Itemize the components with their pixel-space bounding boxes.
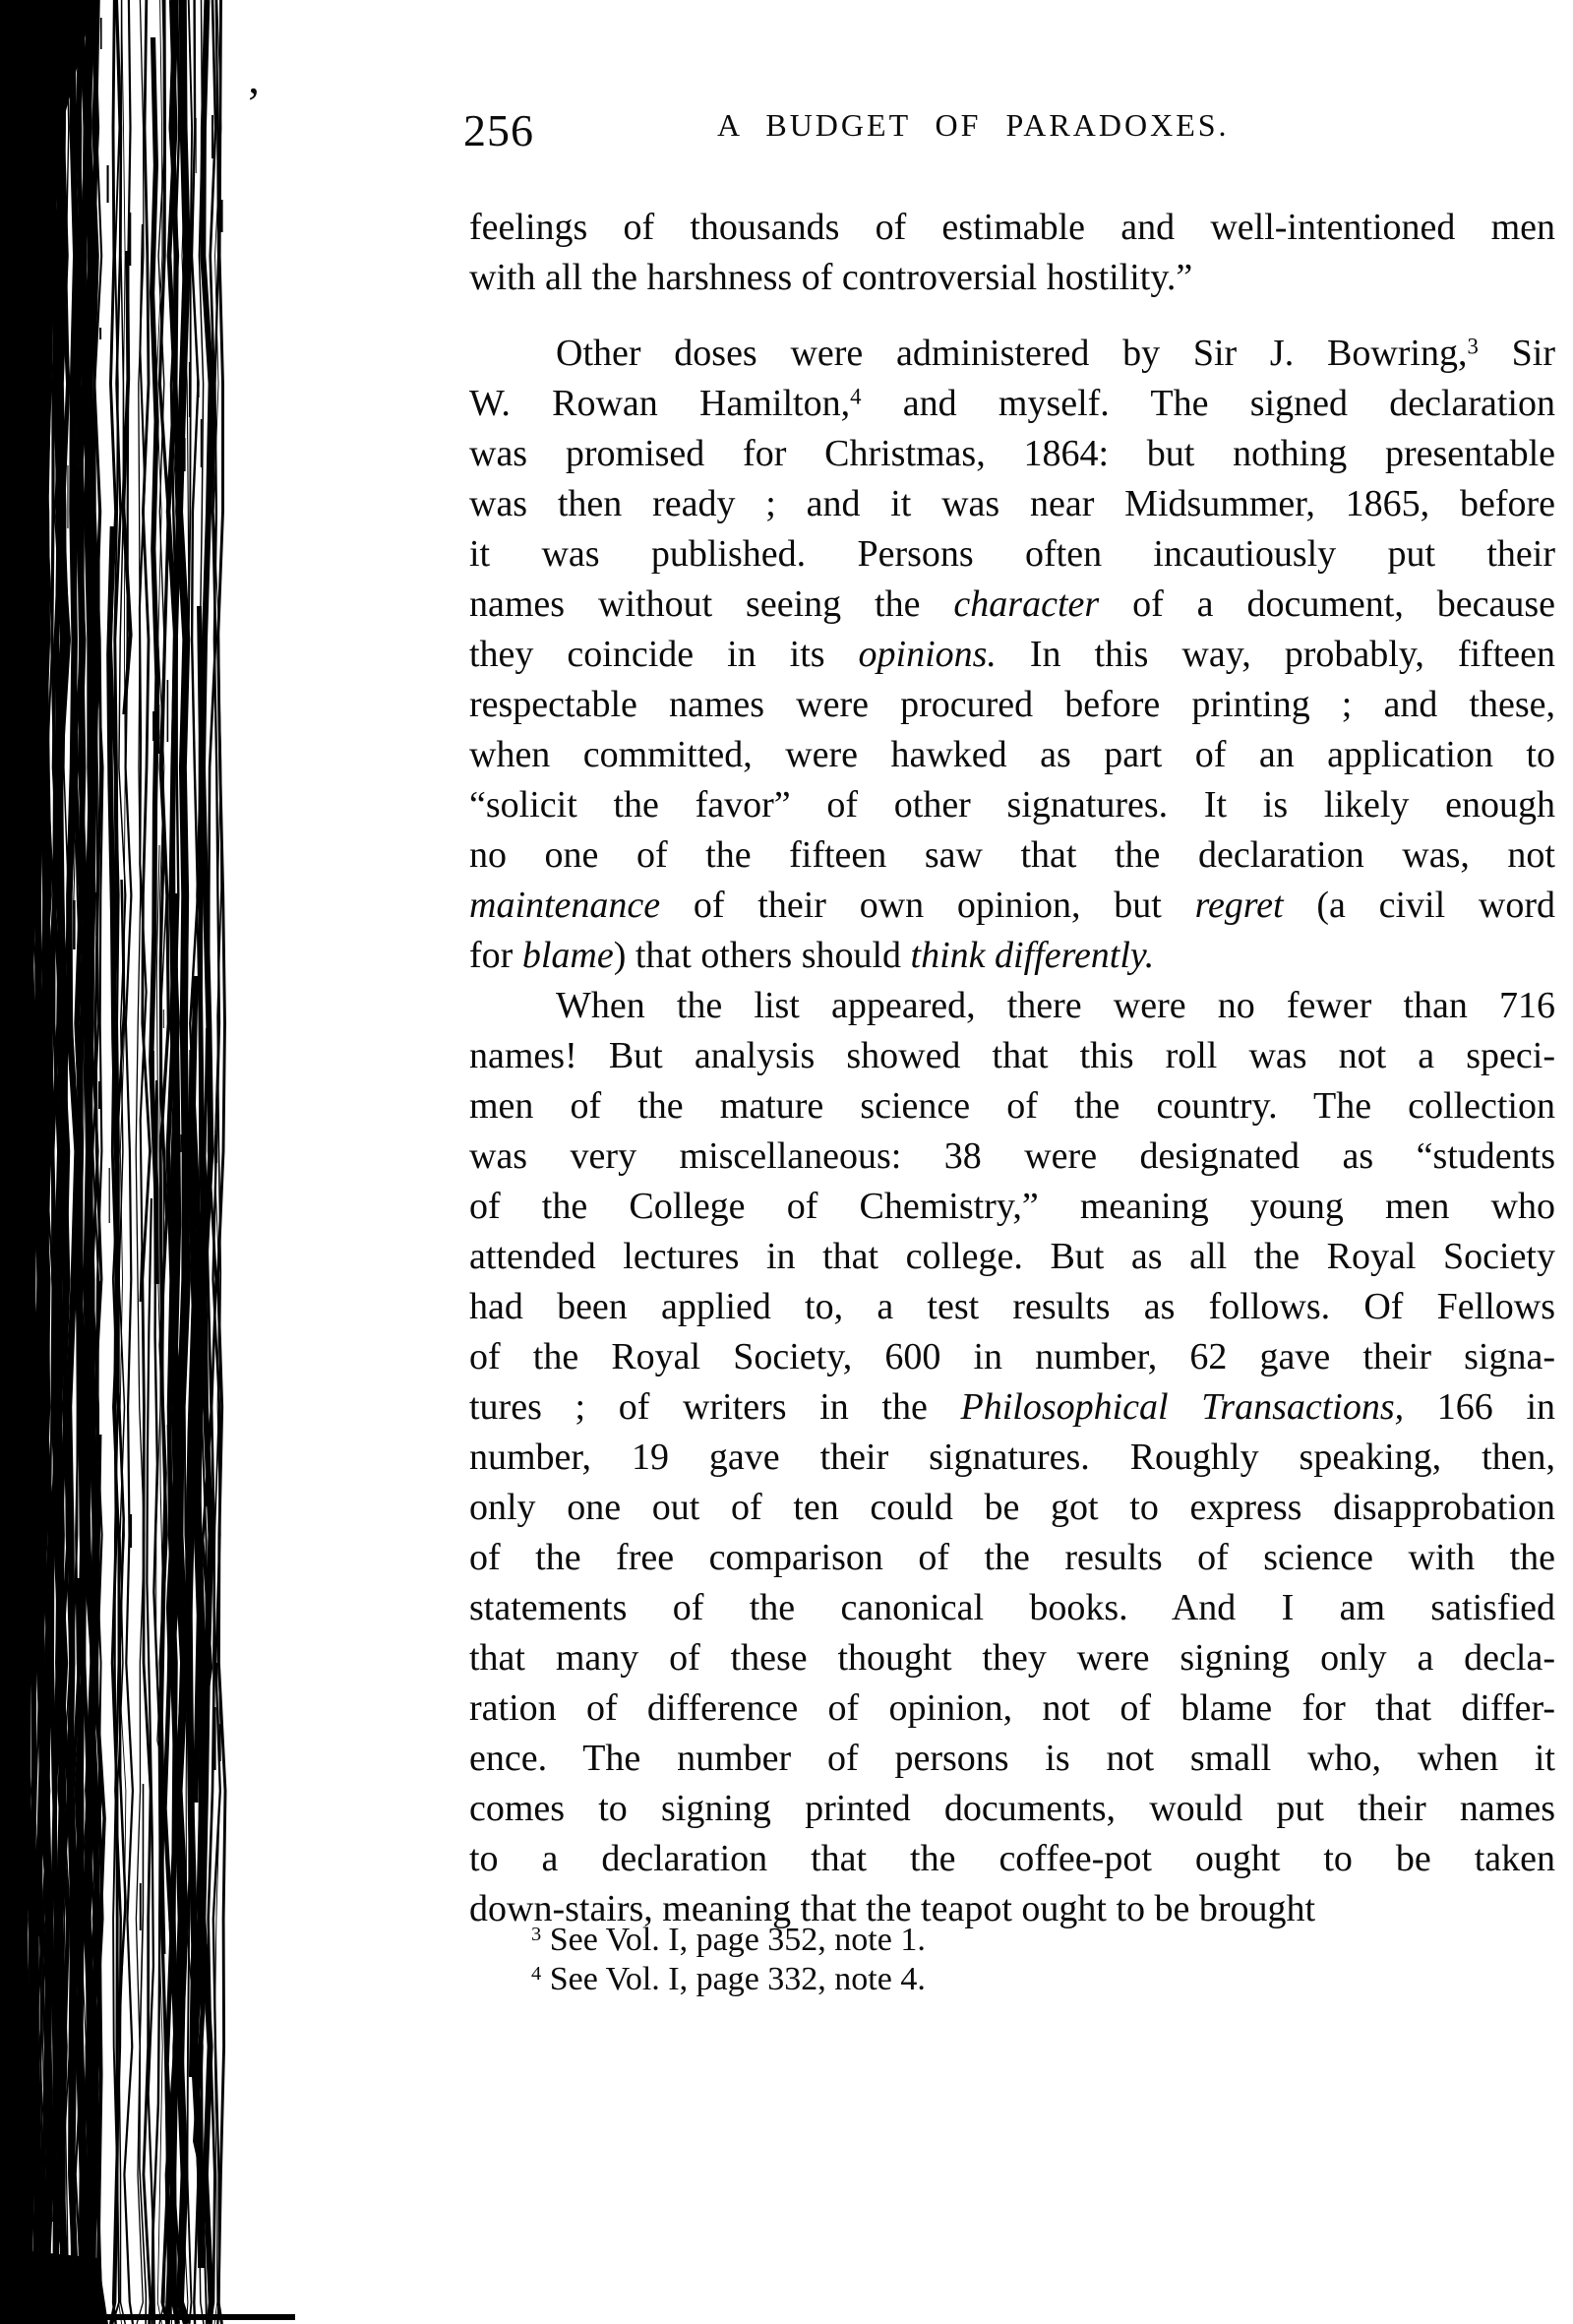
text-segment: ) that others should bbox=[613, 935, 911, 976]
text-line bbox=[469, 479, 1555, 529]
text-line bbox=[469, 1683, 1555, 1734]
text-line bbox=[469, 1483, 1555, 1533]
text-segment: When the list appeared, there were no fewer than 716 bbox=[556, 985, 1555, 1026]
gutter-streaks-graphic bbox=[0, 0, 295, 2324]
text-segment: to a declaration that the coffee-pot ought to be taken bbox=[469, 1838, 1555, 1879]
footnote bbox=[531, 1921, 926, 1960]
footnotes bbox=[531, 1921, 926, 1999]
text-segment: See Vol. I, page 332, note 4. bbox=[541, 1961, 926, 1997]
text-line bbox=[469, 1734, 1555, 1784]
text-segment: of the Royal Society, 600 in number, 62 gave their signa- bbox=[469, 1336, 1555, 1377]
text-line bbox=[469, 1834, 1555, 1884]
text-segment: that many of these thought they were signing only a decla- bbox=[469, 1637, 1555, 1679]
text-segment: of their own opinion, but bbox=[660, 885, 1195, 926]
text-segment: was promised for Christmas, 1864: but nothing presentable bbox=[469, 433, 1555, 474]
text-segment: when committed, were hawked as part of an application to bbox=[469, 734, 1555, 775]
text-line bbox=[469, 1633, 1555, 1683]
text-segment: See Vol. I, page 352, note 1. bbox=[541, 1922, 926, 1958]
text-line bbox=[469, 429, 1555, 479]
text-segment: names! But analysis showed that this roll was not a speci- bbox=[469, 1035, 1555, 1076]
text-segment: no one of the fifteen saw that the declaration was, not bbox=[469, 834, 1555, 876]
text-segment: ence. The number of persons is not small who, when it bbox=[469, 1738, 1555, 1779]
footnote-reference: 4 bbox=[850, 384, 862, 409]
text-line bbox=[469, 931, 1555, 981]
text-line bbox=[469, 203, 1555, 253]
paragraph bbox=[469, 329, 1555, 981]
text-segment: feelings of thousands of estimable and well-intentioned men bbox=[469, 207, 1555, 248]
text-line bbox=[469, 1232, 1555, 1282]
text-line bbox=[469, 1382, 1555, 1433]
text-line bbox=[469, 780, 1555, 830]
italic-text: think differently. bbox=[910, 935, 1155, 976]
italic-text: Philosophical Transactions, bbox=[960, 1386, 1405, 1428]
text-segment: and myself. The signed declaration bbox=[861, 383, 1555, 424]
text-segment: only one out of ten could be got to express disapprobation bbox=[469, 1487, 1555, 1528]
text-line bbox=[469, 1433, 1555, 1483]
text-segment: comes to signing printed documents, would put their names bbox=[469, 1788, 1555, 1829]
text-segment: Sir bbox=[1478, 333, 1555, 374]
text-line bbox=[469, 529, 1555, 580]
text-line bbox=[469, 379, 1555, 429]
text-segment: tures ; of writers in the bbox=[469, 1386, 961, 1428]
paragraph bbox=[469, 203, 1555, 303]
text-line bbox=[469, 1282, 1555, 1332]
text-segment: was then ready ; and it was near Midsummer, 1865, before bbox=[469, 483, 1555, 524]
text-segment: down-stairs, meaning that the teapot ought to be brought bbox=[469, 1888, 1316, 1929]
italic-text: maintenance bbox=[469, 885, 661, 926]
text-line bbox=[469, 830, 1555, 881]
text-line bbox=[469, 580, 1555, 630]
text-segment: men of the mature science of the country. The collection bbox=[469, 1085, 1555, 1127]
text-line bbox=[469, 1533, 1555, 1583]
text-line bbox=[469, 981, 1555, 1031]
text-segment: for bbox=[469, 935, 522, 976]
text-segment: W. Rowan Hamilton, bbox=[469, 383, 851, 424]
text-segment: was very miscellaneous: 38 were designated as “students bbox=[469, 1135, 1555, 1177]
text-segment: 166 in bbox=[1404, 1386, 1555, 1428]
italic-text: regret bbox=[1194, 885, 1284, 926]
italic-text: blame bbox=[521, 935, 614, 976]
text-segment: number, 19 gave their signatures. Roughly speaking, then, bbox=[469, 1437, 1555, 1478]
footnote-reference: 3 bbox=[1467, 334, 1479, 359]
text-line bbox=[469, 253, 1555, 303]
text-segment: with all the harshness of controversial hostility.” bbox=[469, 257, 1193, 298]
text-segment: of the College of Chemistry,” meaning young men who bbox=[469, 1186, 1555, 1227]
text-line bbox=[469, 881, 1555, 931]
text-segment: ration of difference of opinion, not of blame for that differ- bbox=[469, 1687, 1555, 1729]
text-segment: (a civil word bbox=[1283, 885, 1555, 926]
text-line bbox=[469, 1784, 1555, 1834]
text-line bbox=[469, 1332, 1555, 1382]
text-line bbox=[469, 1031, 1555, 1081]
text-segment: respectable names were procured before printing ; and these, bbox=[469, 684, 1555, 725]
italic-text: opinions. bbox=[858, 634, 997, 675]
text-line bbox=[469, 1182, 1555, 1232]
page-number: 256 bbox=[463, 105, 534, 155]
text-line bbox=[469, 680, 1555, 730]
text-segment: they coincide in its bbox=[469, 634, 859, 675]
text-segment: it was published. Persons often incautiously put their bbox=[469, 533, 1555, 575]
text-line bbox=[469, 329, 1555, 379]
text-segment: had been applied to, a test results as follows. Of Fellows bbox=[469, 1286, 1555, 1327]
footnote-reference: 3 bbox=[531, 1923, 542, 1945]
text-segment: of the free comparison of the results of science with the bbox=[469, 1537, 1555, 1578]
footnote bbox=[531, 1960, 926, 1999]
italic-text: character bbox=[953, 583, 1100, 625]
text-line bbox=[469, 1081, 1555, 1131]
text-line bbox=[469, 730, 1555, 780]
text-line bbox=[469, 1131, 1555, 1182]
text-line bbox=[469, 1583, 1555, 1633]
paragraph bbox=[469, 981, 1555, 1934]
text-line bbox=[469, 630, 1555, 680]
text-segment: “solicit the favor” of other signatures. It is likely enough bbox=[469, 784, 1555, 826]
text-segment: names without seeing the bbox=[469, 583, 954, 625]
footnote-reference: 4 bbox=[531, 1962, 542, 1985]
stray-ink-mark: ’ bbox=[246, 78, 262, 128]
text-segment: statements of the canonical books. And I am satisfied bbox=[469, 1587, 1555, 1628]
running-title: A BUDGET OF PARADOXES. bbox=[717, 107, 1230, 143]
text-segment: Other doses were administered by Sir J. Bowring, bbox=[556, 333, 1468, 374]
text-segment: attended lectures in that college. But as all the Royal Society bbox=[469, 1236, 1555, 1277]
scan-gutter-artifact bbox=[0, 0, 295, 2324]
body-text bbox=[469, 203, 1555, 1934]
text-segment: of a document, because bbox=[1099, 583, 1555, 625]
text-segment: In this way, probably, fifteen bbox=[996, 634, 1555, 675]
